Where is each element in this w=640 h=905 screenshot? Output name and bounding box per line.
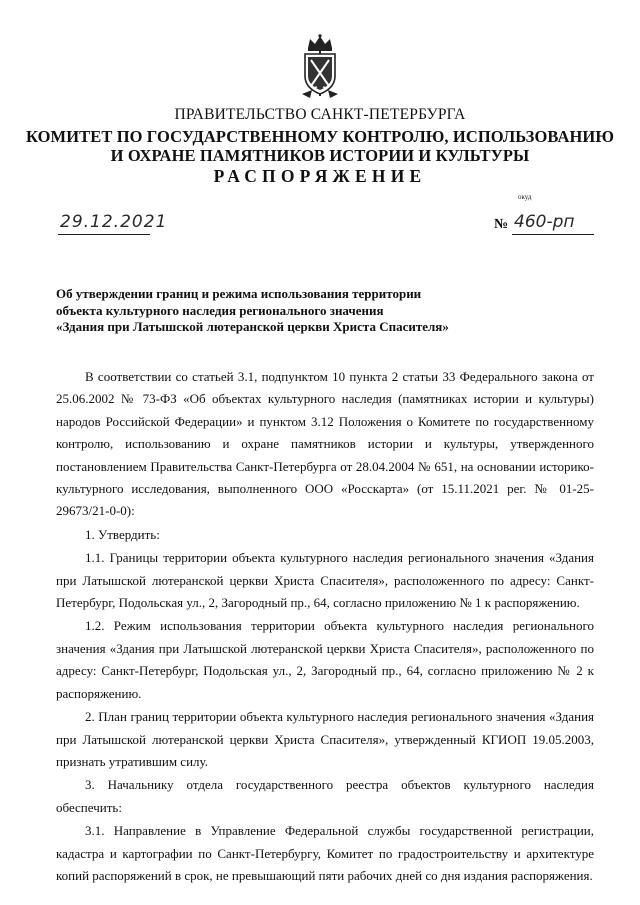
number-sign: № xyxy=(494,217,509,232)
body-paragraph: 1.1. Границы территории объекта культурного наследия регионального значения «Здания при Латышской лютеранской церкви Христа Спасителя», расположенного по адресу: Санкт-Петербург, Подольская ул., 2, Загородный пр., 64, согласно приложению № 1 к распоряжению. xyxy=(56,550,594,611)
title-line: Об утверждении границ и режима использования территории xyxy=(56,286,422,301)
document-title xyxy=(56,286,449,336)
document-type: РАСПОРЯЖЕНИЕ xyxy=(213,166,427,186)
document-date: 29.12.2021 xyxy=(60,212,168,232)
committee-name-line-2: И ОХРАНЕ ПАМЯТНИКОВ ИСТОРИИ И КУЛЬТУРЫ xyxy=(110,146,530,165)
document-number: 460-рп xyxy=(514,212,575,232)
number-underline xyxy=(512,234,594,235)
coat-of-arms-icon xyxy=(299,34,341,100)
document-body xyxy=(56,366,594,887)
body-paragraph: 2. План границ территории объекта культурного наследия регионального значения «Здания при Латышской лютеранской церкви Христа Спасителя», утвержденный КГИОП 19.05.2003, признать утратившим силу. xyxy=(56,709,594,769)
committee-name-line-1: КОМИТЕТ ПО ГОСУДАРСТВЕННОМУ КОНТРОЛЮ, ИСПОЛЬЗОВАНИЮ xyxy=(25,127,615,146)
okud-label: окуд xyxy=(518,193,532,201)
body-paragraph: 3. Начальнику отдела государственного реестра объектов культурного наследия обеспечить: xyxy=(56,777,594,815)
body-paragraph: 1. Утвердить: xyxy=(85,526,160,542)
body-paragraph: 3.1. Направление в Управление Федеральной службы государственной регистрации, кадастра и картографии по Санкт-Петербургу, Комитет по градостроительству и архитектуре копий распоряжений в срок, не превышающий пяти рабочих дней со дня издания распоряжения. xyxy=(56,823,594,883)
title-line: «Здания при Латышской лютеранской церкви Христа Спасителя» xyxy=(56,319,449,334)
title-line: объекта культурного наследия регионального значения xyxy=(56,302,384,318)
date-underline xyxy=(58,234,150,235)
body-paragraph: 1.2. Режим использования территории объекта культурного наследия регионального значения «Здания при Латышской лютеранской церкви Христа Спасителя», расположенного по адресу: Санкт-Петербург, Подольская ул., 2, Загородный пр., 64, согласно приложению № 2 к распоряжению. xyxy=(56,618,594,701)
government-name: ПРАВИТЕЛЬСТВО САНКТ-ПЕТЕРБУРГА xyxy=(174,106,466,123)
preamble-paragraph: В соответствии со статьей 3.1, подпунктом 10 пункта 2 статьи 33 Федерального закона от 25.06.2002 № 73-ФЗ «Об объектах культурного наследия (памятниках истории и культуры) народов Российской Федерации» и пунктом 3.12 Положения о Комитете по государственному контролю, использованию и охране памятников истории и культуры, утвержденного постановлением Правительства Санкт-Петербурга от 28.04.2004 № 651, на основании историко-культурного исследования, выполненного ООО «Росскарта» (от 15.11.2021 рег. № 01-25-29673/21-0-0): xyxy=(56,369,594,519)
